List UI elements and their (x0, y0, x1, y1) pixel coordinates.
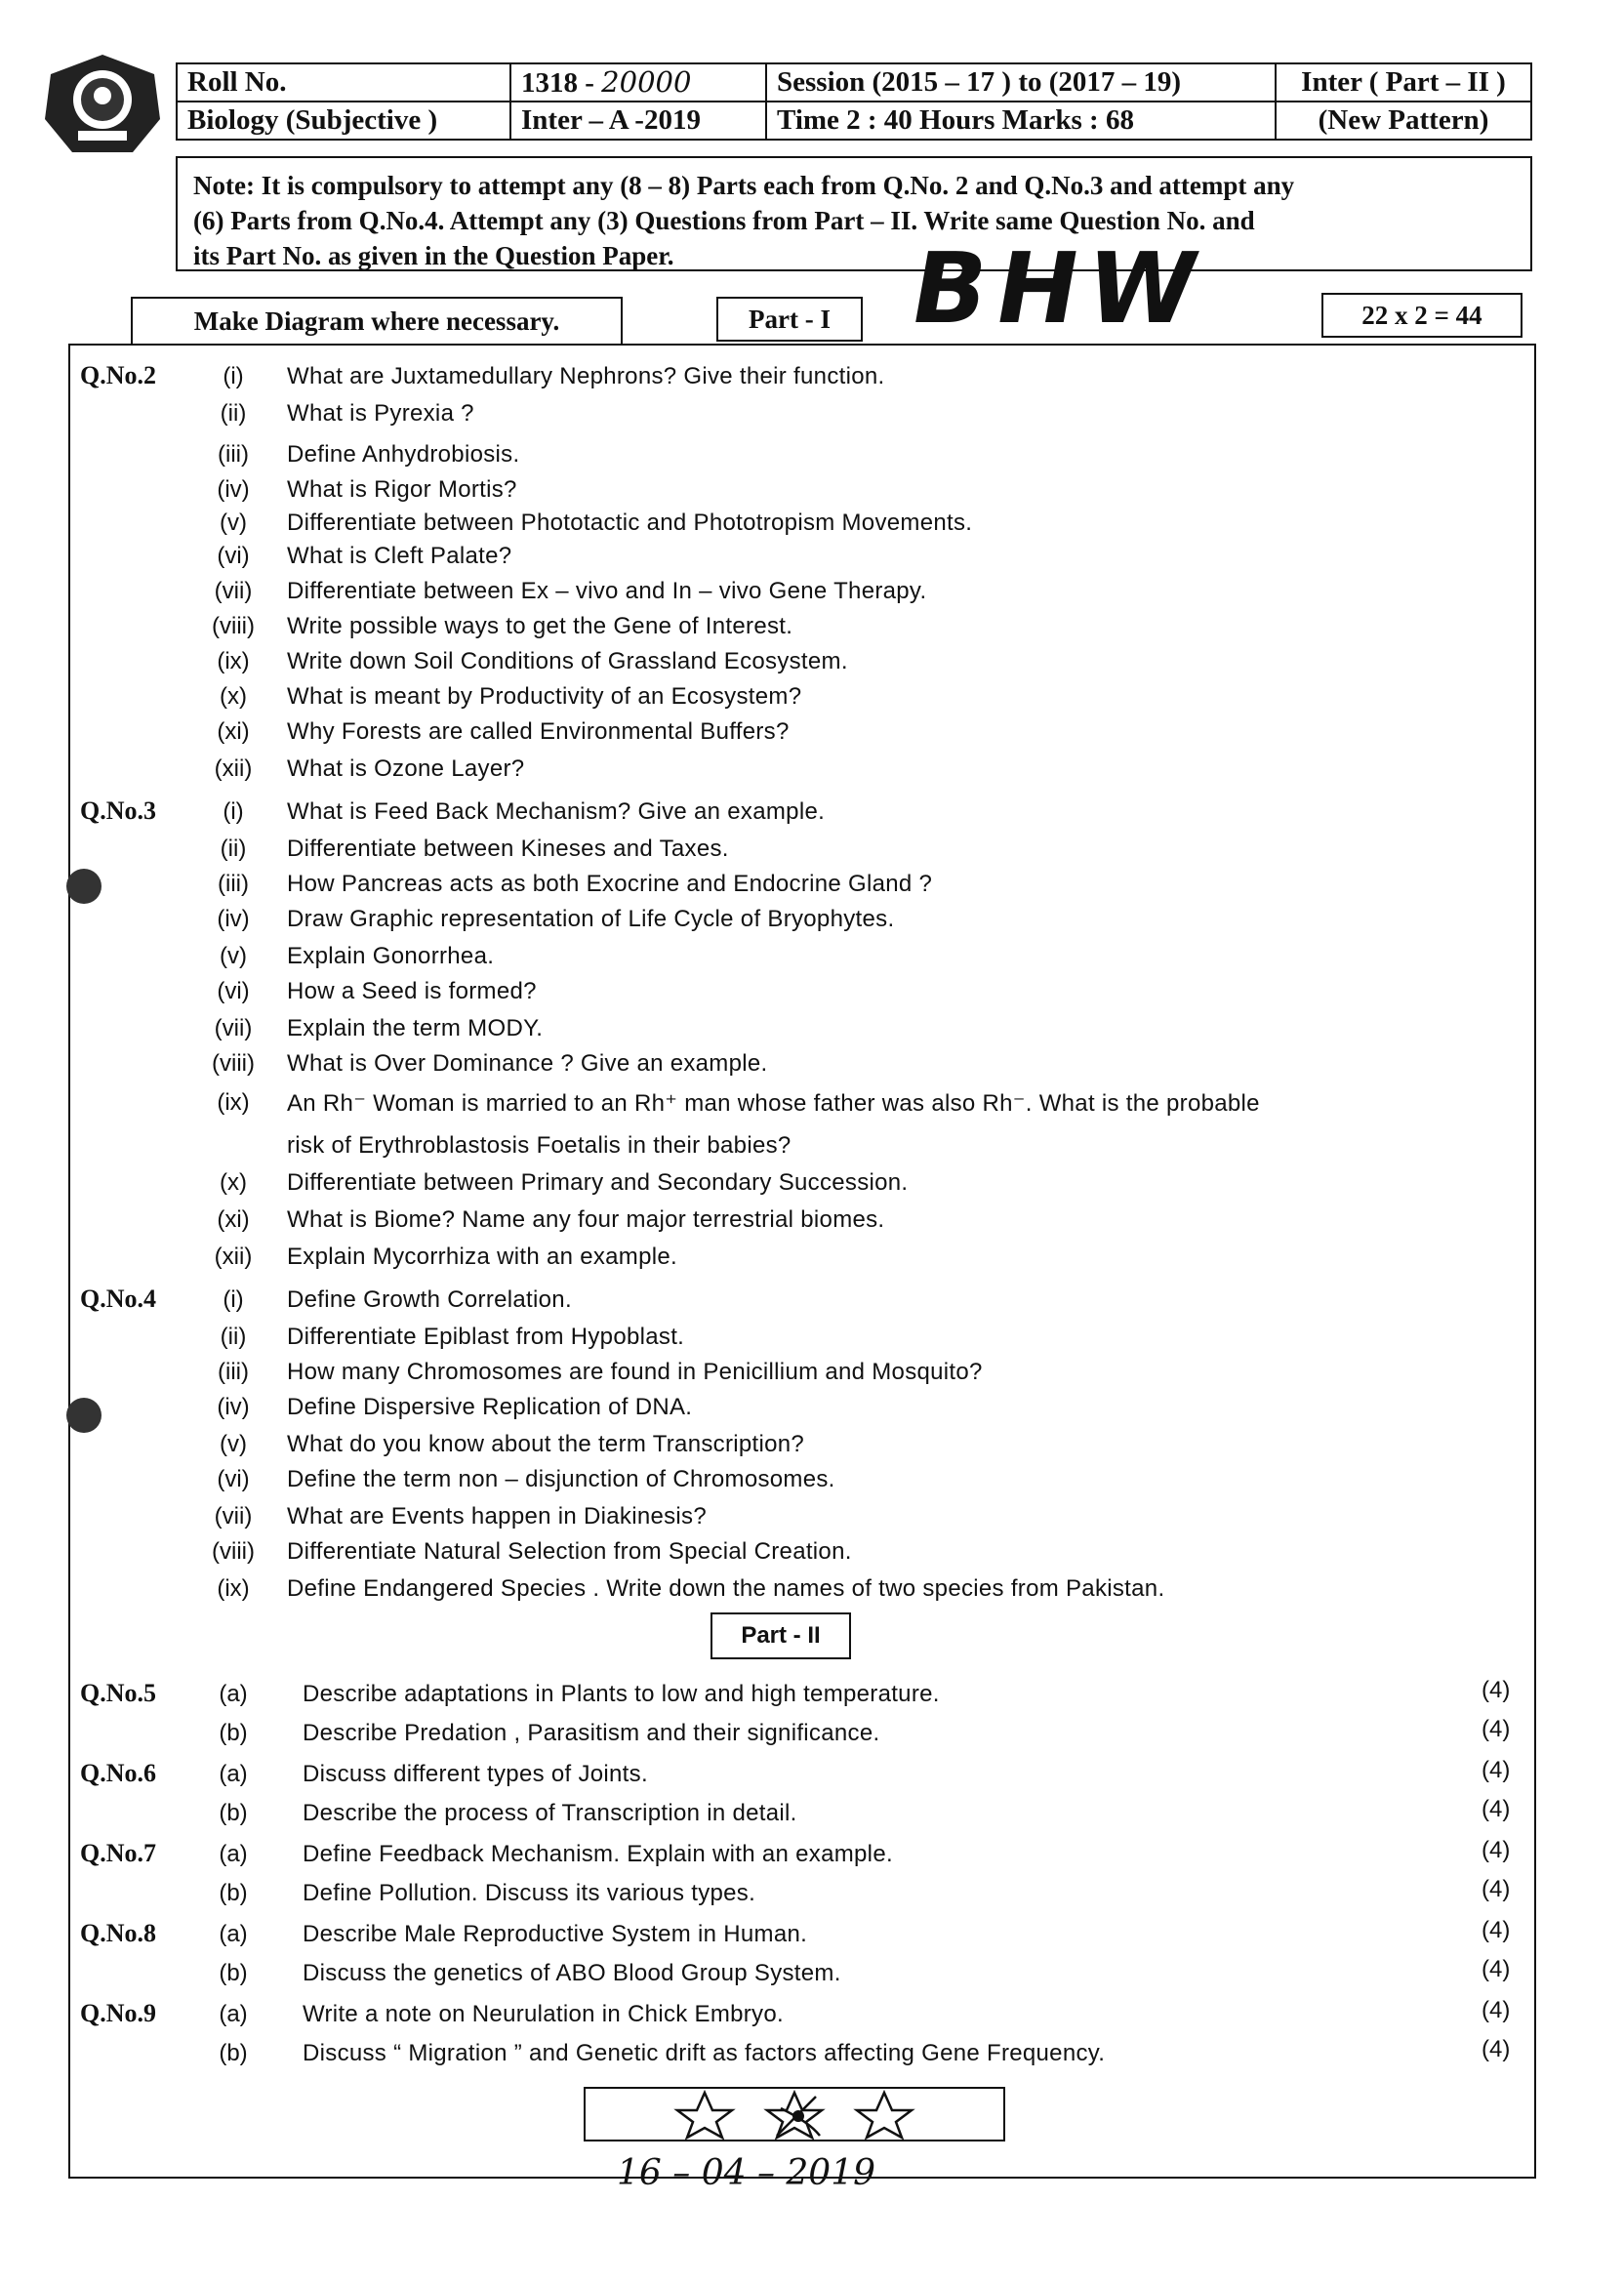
part-letter: (a) (219, 1681, 248, 1707)
note-line: Note: It is compulsory to attempt any (8 – 8) Parts each from Q.No. 2 and Q.No.3 and attempt any (193, 171, 1295, 200)
stars-icon (586, 2089, 1003, 2140)
part2-question-label: Q.No.7 (80, 1839, 156, 1867)
question-text: How Pancreas acts as both Exocrine and Endocrine Gland ? (287, 871, 933, 897)
question-text: Write a note on Neurulation in Chick Embryo. (303, 2001, 784, 2027)
question-text: Differentiate Natural Selection from Special Creation. (287, 1538, 852, 1565)
question-text: What do you know about the term Transcription? (287, 1431, 805, 1457)
question-text: How a Seed is formed? (287, 978, 537, 1004)
question-text: Define Pollution. Discuss its various types. (303, 1880, 756, 1906)
question-marks: (4) (1482, 1997, 1511, 2023)
question-text: What is Feed Back Mechanism? Give an example. (287, 798, 826, 825)
question-text: What is Rigor Mortis? (287, 476, 517, 503)
part-letter: (a) (219, 1761, 248, 1787)
question-text: What is Pyrexia ? (287, 400, 474, 427)
part-number: (i) (223, 363, 244, 389)
part-letter: (b) (219, 1880, 248, 1906)
part-number: (ix) (217, 1575, 250, 1602)
part-number: (iii) (218, 1359, 249, 1385)
part-number: (iii) (218, 441, 249, 468)
question-text: Describe adaptations in Plants to low and high temperature. (303, 1681, 940, 1707)
part-number: (viii) (212, 1538, 255, 1565)
part-number: (xii) (214, 1244, 253, 1270)
part-letter: (a) (219, 1841, 248, 1867)
punch-hole-mark (66, 869, 102, 904)
part2-question-label: Q.No.8 (80, 1919, 156, 1947)
question-text: How many Chromosomes are found in Penicillium and Mosquito? (287, 1359, 983, 1385)
question-text: Differentiate between Ex – vivo and In – vivo Gene Therapy. (287, 578, 927, 604)
part-letter: (a) (219, 2001, 248, 2027)
part-number: (iv) (217, 906, 250, 932)
question-marks: (4) (1482, 1837, 1511, 1863)
board-logo-icon (39, 51, 166, 158)
punch-hole-mark (66, 1398, 102, 1433)
part-number: (ii) (220, 836, 247, 862)
note-line: its Part No. as given in the Question Paper. (193, 241, 674, 270)
part-number: (xii) (214, 755, 253, 782)
question-text: Define the term non – disjunction of Chromosomes. (287, 1466, 835, 1492)
diagram-note: Make Diagram where necessary. (131, 297, 623, 346)
handwritten-date: 16 – 04 – 2019 (617, 2153, 876, 2193)
part-number: (iv) (217, 476, 250, 503)
question-text: Describe Predation , Parasitism and their significance. (303, 1720, 880, 1746)
question-text: What is Ozone Layer? (287, 755, 525, 782)
session: Session (2015 – 17 ) to (2017 – 19) (766, 63, 1276, 102)
part1-marks: 22 x 2 = 44 (1321, 293, 1522, 338)
question-text: risk of Erythroblastosis Foetalis in their babies? (287, 1132, 792, 1159)
question-marks: (4) (1482, 1876, 1511, 1902)
question-text: Describe the process of Transcription in detail. (303, 1800, 797, 1826)
part-number: (i) (223, 798, 244, 825)
question-text: Discuss different types of Joints. (303, 1761, 648, 1787)
q4-label: Q.No.4 (80, 1285, 156, 1313)
part-number: (vi) (217, 978, 250, 1004)
question-text: What is Over Dominance ? Give an example. (287, 1050, 768, 1077)
question-marks: (4) (1482, 2036, 1511, 2062)
part1-label: Part - I (716, 297, 863, 342)
question-text: Differentiate Epiblast from Hypoblast. (287, 1324, 685, 1350)
part-number: (xi) (217, 1206, 250, 1233)
question-marks: (4) (1482, 1757, 1511, 1783)
header-table (176, 62, 1532, 141)
part-number: (xi) (217, 718, 250, 745)
question-text: Explain Gonorrhea. (287, 943, 495, 969)
part-number: (ii) (220, 1324, 247, 1350)
roll-no-label: Roll No. (177, 63, 510, 102)
question-text: Discuss the genetics of ABO Blood Group System. (303, 1960, 841, 1986)
part-letter: (b) (219, 1960, 248, 1986)
question-text: What is Biome? Name any four major terrestrial biomes. (287, 1206, 885, 1233)
question-marks: (4) (1482, 1796, 1511, 1822)
part2-question-label: Q.No.9 (80, 1999, 156, 2027)
paper-code (510, 63, 766, 102)
part-number: (v) (220, 510, 247, 536)
time-marks: Time 2 : 40 Hours Marks : 68 (766, 102, 1276, 140)
question-marks: (4) (1482, 1716, 1511, 1742)
exam-name: Inter – A -2019 (510, 102, 766, 140)
paper-code-prefix: 1318 - (521, 67, 594, 99)
part2-question-label: Q.No.6 (80, 1759, 156, 1787)
part2-label: Part - II (710, 1612, 851, 1659)
question-marks: (4) (1482, 1677, 1511, 1703)
end-of-paper-stars (584, 2087, 1005, 2141)
part-number: (viii) (212, 613, 255, 639)
note-line: (6) Parts from Q.No.4. Attempt any (3) Questions from Part – II. Write same Question No. and (193, 206, 1255, 235)
question-text: Define Feedback Mechanism. Explain with an example. (303, 1841, 893, 1867)
part-number: (iv) (217, 1394, 250, 1420)
question-text: An Rh⁻ Woman is married to an Rh⁺ man whose father was also Rh⁻. What is the probable (287, 1090, 1260, 1117)
question-text: Write possible ways to get the Gene of Interest. (287, 613, 793, 639)
question-text: Describe Male Reproductive System in Human. (303, 1921, 808, 1947)
part-number: (i) (223, 1286, 244, 1313)
question-text: Draw Graphic representation of Life Cycle of Bryophytes. (287, 906, 895, 932)
part-number: (v) (220, 1431, 247, 1457)
part-number: (v) (220, 943, 247, 969)
part-number: (vii) (214, 578, 253, 604)
part-number: (vii) (214, 1503, 253, 1529)
q2-label: Q.No.2 (80, 361, 156, 389)
question-text: Why Forests are called Environmental Buffers? (287, 718, 790, 745)
subject: Biology (Subjective ) (177, 102, 510, 140)
part-letter: (a) (219, 1921, 248, 1947)
question-text: What are Events happen in Diakinesis? (287, 1503, 707, 1529)
part-letter: (b) (219, 2040, 248, 2066)
part-number: (ii) (220, 400, 247, 427)
question-text: Define Dispersive Replication of DNA. (287, 1394, 693, 1420)
question-text: What is meant by Productivity of an Ecosystem? (287, 683, 802, 710)
part-number: (vi) (217, 543, 250, 569)
class-level: Inter ( Part – II ) (1276, 63, 1531, 102)
part-number: (vi) (217, 1466, 250, 1492)
question-text: What are Juxtamedullary Nephrons? Give their function. (287, 363, 885, 389)
part-number: (ix) (217, 1089, 250, 1116)
question-marks: (4) (1482, 1917, 1511, 1943)
handwritten-mark: BHW (902, 231, 1216, 346)
question-text: Define Endangered Species . Write down the names of two species from Pakistan. (287, 1575, 1165, 1602)
question-text: Explain the term MODY. (287, 1015, 544, 1041)
question-text: Differentiate between Primary and Secondary Succession. (287, 1169, 909, 1196)
question-text: Differentiate between Kineses and Taxes. (287, 836, 729, 862)
part-number: (x) (220, 683, 247, 710)
question-text: Differentiate between Phototactic and Phototropism Movements. (287, 510, 973, 536)
question-text: Write down Soil Conditions of Grassland Ecosystem. (287, 648, 848, 674)
question-text: Define Growth Correlation. (287, 1286, 572, 1313)
part2-question-label: Q.No.5 (80, 1679, 156, 1707)
note-box (176, 156, 1532, 271)
part-letter: (b) (219, 1800, 248, 1826)
paper-code-handwritten: 20000 (601, 65, 692, 99)
question-text: Explain Mycorrhiza with an example. (287, 1244, 677, 1270)
part-number: (viii) (212, 1050, 255, 1077)
pattern: (New Pattern) (1276, 102, 1531, 140)
part-number: (x) (220, 1169, 247, 1196)
part-number: (vii) (214, 1015, 253, 1041)
question-text: Define Anhydrobiosis. (287, 441, 520, 468)
part-number: (iii) (218, 871, 249, 897)
question-text: What is Cleft Palate? (287, 543, 512, 569)
q3-label: Q.No.3 (80, 796, 156, 825)
question-marks: (4) (1482, 1956, 1511, 1982)
question-text: Discuss “ Migration ” and Genetic drift as factors affecting Gene Frequency. (303, 2040, 1106, 2066)
part-letter: (b) (219, 1720, 248, 1746)
part-number: (ix) (217, 648, 250, 674)
